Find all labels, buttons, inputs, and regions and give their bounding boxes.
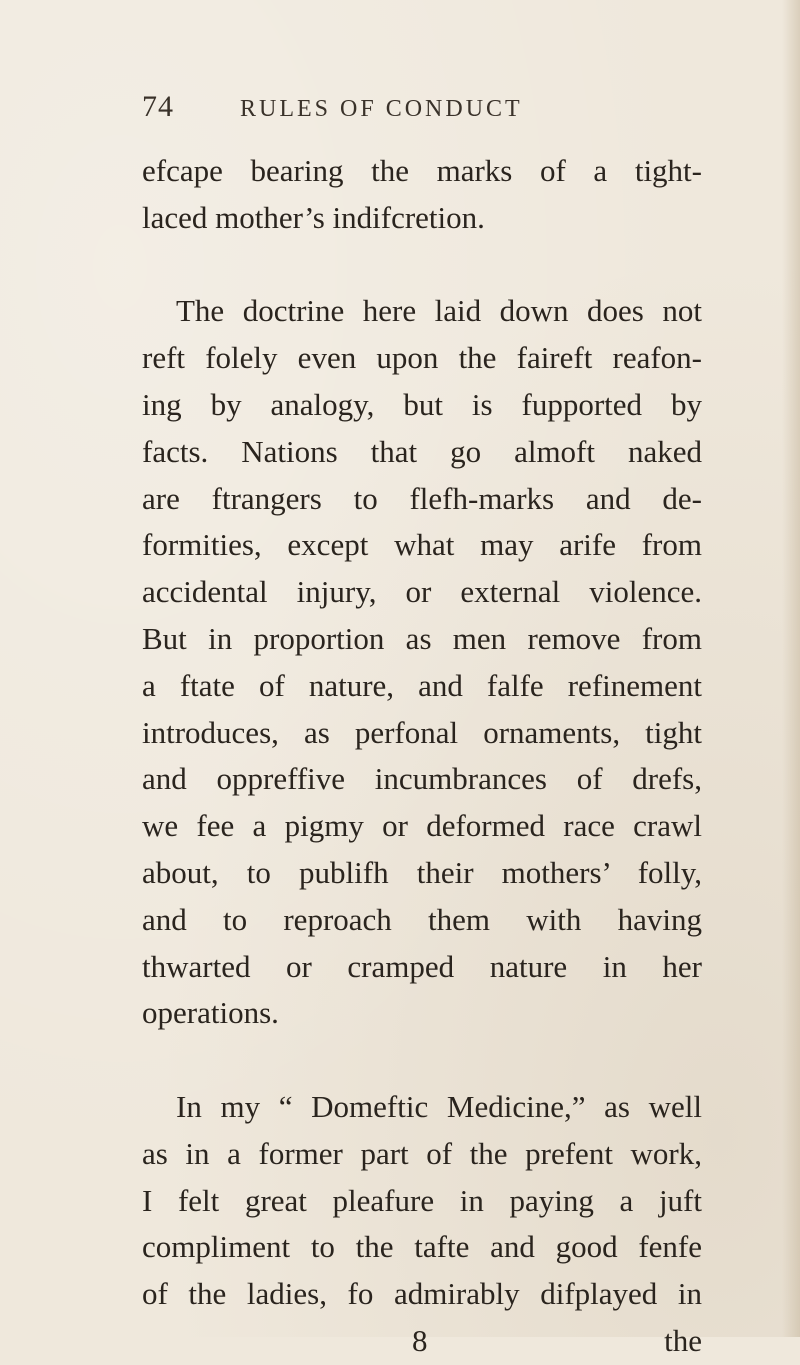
body-text bbox=[142, 148, 702, 1365]
text-line: of the ladies, fo admirably difplayed in bbox=[142, 1276, 702, 1312]
text-line: compliment to the tafte and good fenfe bbox=[142, 1229, 702, 1265]
page-edge-shadow bbox=[782, 0, 800, 1337]
running-title: RULES OF CONDUCT bbox=[240, 96, 523, 122]
text-line: In my “ Domeftic Medicine,” as well bbox=[176, 1088, 702, 1124]
running-head bbox=[142, 90, 702, 140]
page-number: 74 bbox=[142, 90, 174, 123]
text-line: efcape bearing the marks of a tight- bbox=[142, 153, 702, 188]
text-line: laced mother’s indifcretion. bbox=[142, 199, 485, 235]
text-line: formities, except what may arife from bbox=[142, 527, 702, 563]
text-line: accidental injury, or external violence. bbox=[142, 574, 702, 610]
text-line: a ftate of nature, and falfe refinement bbox=[142, 667, 702, 703]
paragraph-gap bbox=[142, 1037, 702, 1084]
text-line: introduces, as perfonal ornaments, tight bbox=[142, 714, 702, 750]
text-line: The doctrine here laid down does not bbox=[176, 293, 702, 329]
text-line: But in proportion as men remove from bbox=[142, 620, 702, 656]
text-line: we fee a pigmy or deformed race crawl bbox=[142, 808, 702, 844]
text-line: facts. Nations that go almoft naked bbox=[142, 433, 702, 469]
text-line: operations. bbox=[142, 995, 279, 1031]
text-line: and oppreffive incumbrances of drefs, bbox=[142, 761, 702, 797]
text-line: thwarted or cramped nature in her bbox=[142, 948, 702, 984]
page-footer bbox=[142, 1318, 702, 1365]
text-line: and to reproach them with having bbox=[142, 901, 702, 937]
signature-mark: 8 bbox=[412, 1322, 428, 1358]
text-line: ing by analogy, but is fupported by bbox=[142, 386, 702, 422]
text-line: as in a former part of the prefent work, bbox=[142, 1135, 702, 1171]
catchword: the bbox=[664, 1322, 702, 1358]
text-line: I felt great pleafure in paying a juft bbox=[142, 1182, 702, 1218]
text-line: about, to publifh their mothers’ folly, bbox=[142, 854, 702, 890]
text-line: are ftrangers to flefh-marks and de- bbox=[142, 480, 702, 516]
text-line: reft folely even upon the faireft reafon- bbox=[142, 340, 702, 376]
paragraph-gap bbox=[142, 242, 702, 289]
